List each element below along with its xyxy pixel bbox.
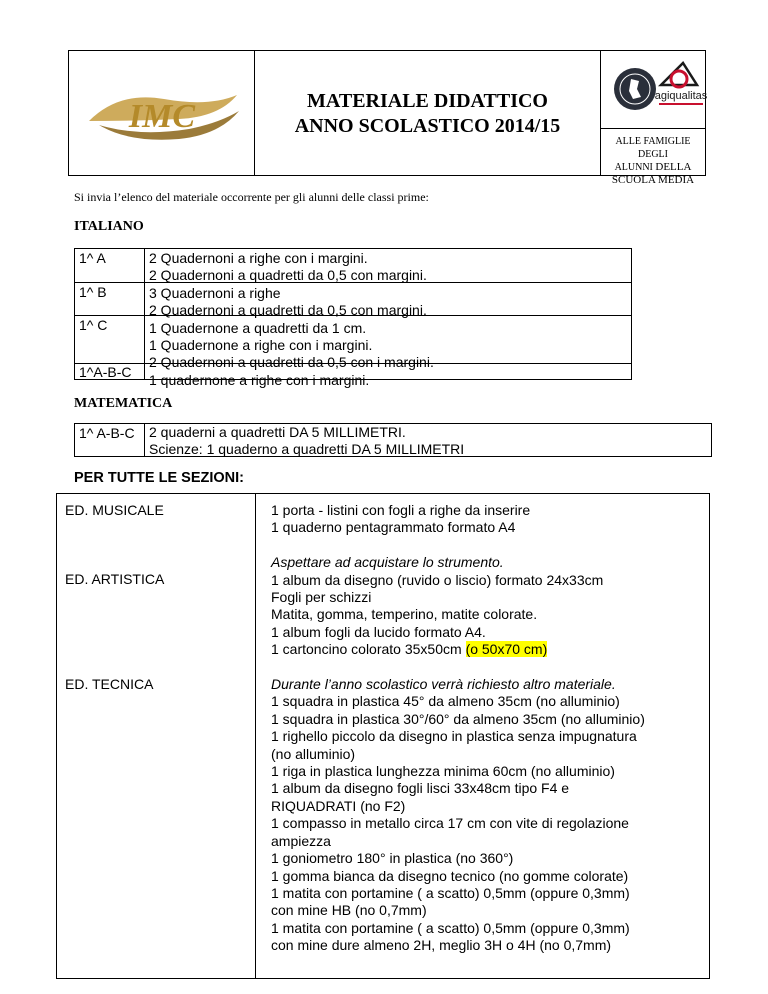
title-line-1: MATERIALE DIDATTICO <box>307 90 548 112</box>
list-item: 1 compasso in metallo circa 17 cm con vite di regolazione <box>271 815 629 832</box>
tutte-table <box>56 493 710 979</box>
section-heading-italiano: ITALIANO <box>74 219 144 234</box>
list-item: 1 album fogli da lucido formato A4. <box>271 623 486 640</box>
title-cell <box>255 51 601 175</box>
highlighted-text: (o 50x70 cm) <box>465 641 548 658</box>
tutte-items <box>271 502 645 955</box>
svg-text:agiqualitas: agiqualitas <box>654 90 707 102</box>
list-item: con mine HB (no 0,7mm) <box>271 902 427 919</box>
list-item: ampiezza <box>271 832 331 849</box>
list-item: 1 matita con portamine ( a scatto) 0,5mm (oppure 0,3mm) <box>271 919 630 936</box>
list-item: 1 quaderno pentagrammato formato A4 <box>271 519 516 536</box>
list-item: 2 Quadernoni a quadretti da 0,5 con margini. <box>149 267 427 284</box>
list-item: Fogli per schizzi <box>271 589 372 606</box>
class-label: 1^ A <box>79 250 106 266</box>
intro-text: Si invia l’elenco del materiale occorrente per gli alunni delle classi prime: <box>74 190 429 204</box>
document-header <box>68 50 707 186</box>
page-title <box>255 89 600 139</box>
list-item <box>271 641 645 658</box>
title-line-2: ANNO SCOLASTICO 2014/15 <box>294 115 561 137</box>
list-item: 1 Quadernone a righe con i margini. <box>149 337 373 354</box>
list-item: 1 porta - listini con fogli a righe da inserire <box>271 502 531 518</box>
section-heading-matematica: MATEMATICA <box>74 396 173 411</box>
families-line-3: SCUOLA MEDIA <box>611 174 695 186</box>
list-item: 1 squadra in plastica 30°/60° da almeno 35cm (no alluminio) <box>271 710 645 727</box>
subject-label: ED. MUSICALE <box>65 502 164 518</box>
list-item: 2 Quadernoni a righe con i margini. <box>149 250 368 266</box>
logo-cell <box>69 51 255 175</box>
list-item: 1 goniometro 180° in plastica (no 360°) <box>271 850 514 867</box>
subject-label: ED. ARTISTICA <box>65 571 165 587</box>
list-item: 1 album da disegno (ruvido o liscio) formato 24x33cm <box>271 571 604 588</box>
list-item: (no alluminio) <box>271 745 356 762</box>
certification-logos <box>601 51 705 129</box>
certification-cell <box>601 51 707 186</box>
list-item: con mine dure almeno 2H, meglio 3H o 4H (no 0,7mm) <box>271 937 612 954</box>
matematica-table <box>74 423 712 457</box>
families-line-2a: ALUNNI <box>614 162 653 173</box>
section-heading-tutte: PER TUTTE LE SEZIONI: <box>74 470 244 486</box>
class-label: 1^ B <box>79 284 107 300</box>
families-line-1: ALLE FAMIGLIE DEGLI <box>615 136 691 160</box>
families-line-2b: DELLA <box>655 161 692 173</box>
list-item: 1 quadernone a righe con i margini. <box>149 371 370 388</box>
class-label: 1^A-B-C <box>79 364 132 380</box>
italiano-items <box>149 250 434 389</box>
note-text: Aspettare ad acquistare lo strumento. <box>271 554 504 571</box>
list-item: Matita, gomma, temperino, matite colorate. <box>271 606 538 623</box>
families-notice <box>601 135 705 187</box>
list-item: RIQUADRATI (no F2) <box>271 797 406 814</box>
list-item: 1 gomma bianca da disegno tecnico (no gomme colorate) <box>271 867 629 884</box>
class-label: 1^ A-B-C <box>79 425 135 441</box>
svg-text:IMC: IMC <box>128 98 196 135</box>
list-item: 1 Quadernone a quadretti da 1 cm. <box>149 319 367 336</box>
list-item-text: 1 cartoncino colorato 35x50cm <box>271 641 462 658</box>
list-item: 1 matita con portamine ( a scatto) 0,5mm (oppure 0,3mm) <box>271 884 630 901</box>
list-item: 2 Quadernoni a quadretti da 0,5 con i margini. <box>149 354 434 371</box>
list-item: Scienze: 1 quaderno a quadretti DA 5 MILLIMETRI <box>149 441 465 458</box>
list-item: 1 righello piccolo da disegno in plastica senza impugnatura <box>271 728 637 745</box>
imc-logo <box>69 51 255 177</box>
list-item: 1 album da disegno fogli lisci 33x48cm tipo F4 e <box>271 780 570 797</box>
subject-label: ED. TECNICA <box>65 676 154 692</box>
matematica-items <box>149 424 464 459</box>
class-label: 1^ C <box>79 317 108 333</box>
list-item: 3 Quadernoni a righe <box>149 284 281 301</box>
note-text: Durante l’anno scolastico verrà richiesto altro materiale. <box>271 676 616 693</box>
list-item: 1 squadra in plastica 45° da almeno 35cm (no alluminio) <box>271 693 620 710</box>
italiano-table <box>74 248 632 388</box>
accredia-seal-icon <box>601 51 707 129</box>
list-item: 1 riga in plastica lunghezza minima 60cm (no alluminio) <box>271 763 615 780</box>
list-item: 2 Quadernoni a quadretti da 0,5 con margini. <box>149 302 427 319</box>
list-item: 2 quaderni a quadretti DA 5 MILLIMETRI. <box>149 424 406 440</box>
